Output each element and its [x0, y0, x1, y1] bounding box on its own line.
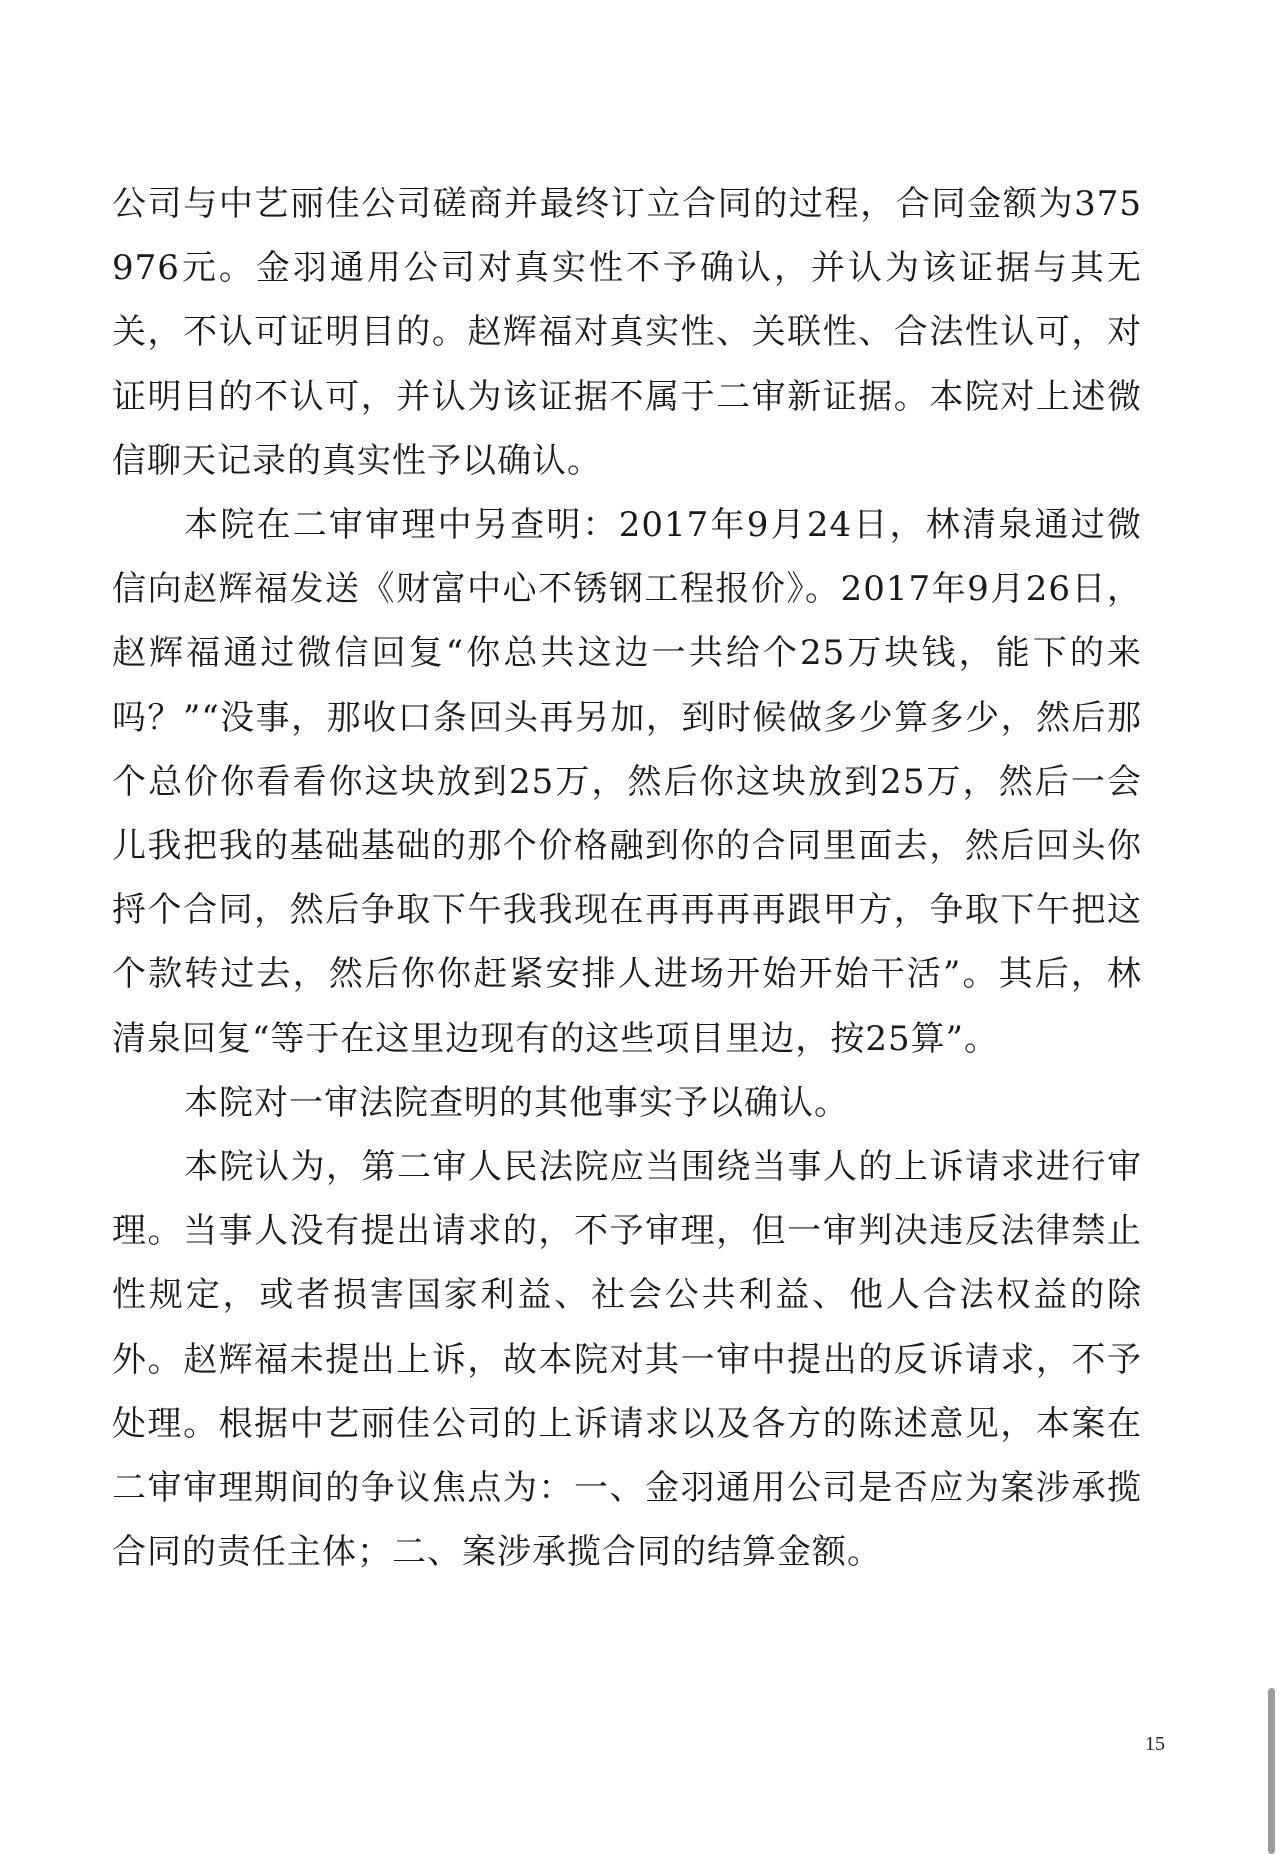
paragraph-confirmation: 本院对一审法院查明的其他事实予以确认。 [184, 1082, 849, 1123]
paragraph-court-opinion: 本院认为，第二审人民法院应当围绕当事人的上诉请求进行审理。当事人没有提出请求的，不予审理，但一审判决违反法律禁止性规定，或者损害国家利益、社会公共利益、他人合法权益的除外。赵辉福未提出上诉，故本院对其一审中提出的反诉请求，不予处理。根据中艺丽佳公司的上诉请求以及各方的陈述意见，本案在二审审理期间的争议焦点为：一、金羽通用公司是否应为案涉承揽合同的责任主体；二、案涉承揽合同的结算金额。 [112, 1147, 1142, 1573]
paragraph-evidence-continuation: 公司与中艺丽佳公司磋商并最终订立合同的过程，合同金额为375 976元。金羽通用公司对真实性不予确认，并认为该证据与其无关，不认可证明目的。赵辉福对真实性、关联性、合法性认可，对证明目的不认可，并认为该证据不属于二审新证据。本院对上述微信聊天记录的真实性予以确认。 [112, 184, 1142, 481]
scrollbar-thumb[interactable] [1268, 1688, 1275, 1854]
paragraph-additional-findings: 本院在二审审理中另查明：2017年9月24日，林清泉通过微信向赵辉福发送《财富中心不锈钢工程报价》。2017年9月26日，赵辉福通过微信回复“你总共这边一共给个25万块钱，能下的来吗？”“没事，那收口条回头再另加，到时候做多少算多少，然后那个总价你看看你这块放到25万，然后你这块放到25万，然后一会儿我把我的基础基础的那个价格融到你的合同里面去，然后回头你捋个合同，然后争取下午我我现在再再再再跟甲方，争取下午把这个款转过去，然后你你赶紧安排人进场开始开始干活”。其后，林清泉回复“等于在这里边现有的这些项目里边，按25算”。 [112, 505, 1142, 1059]
page-number: 15 [1145, 1733, 1165, 1755]
document-body [112, 172, 1142, 1584]
